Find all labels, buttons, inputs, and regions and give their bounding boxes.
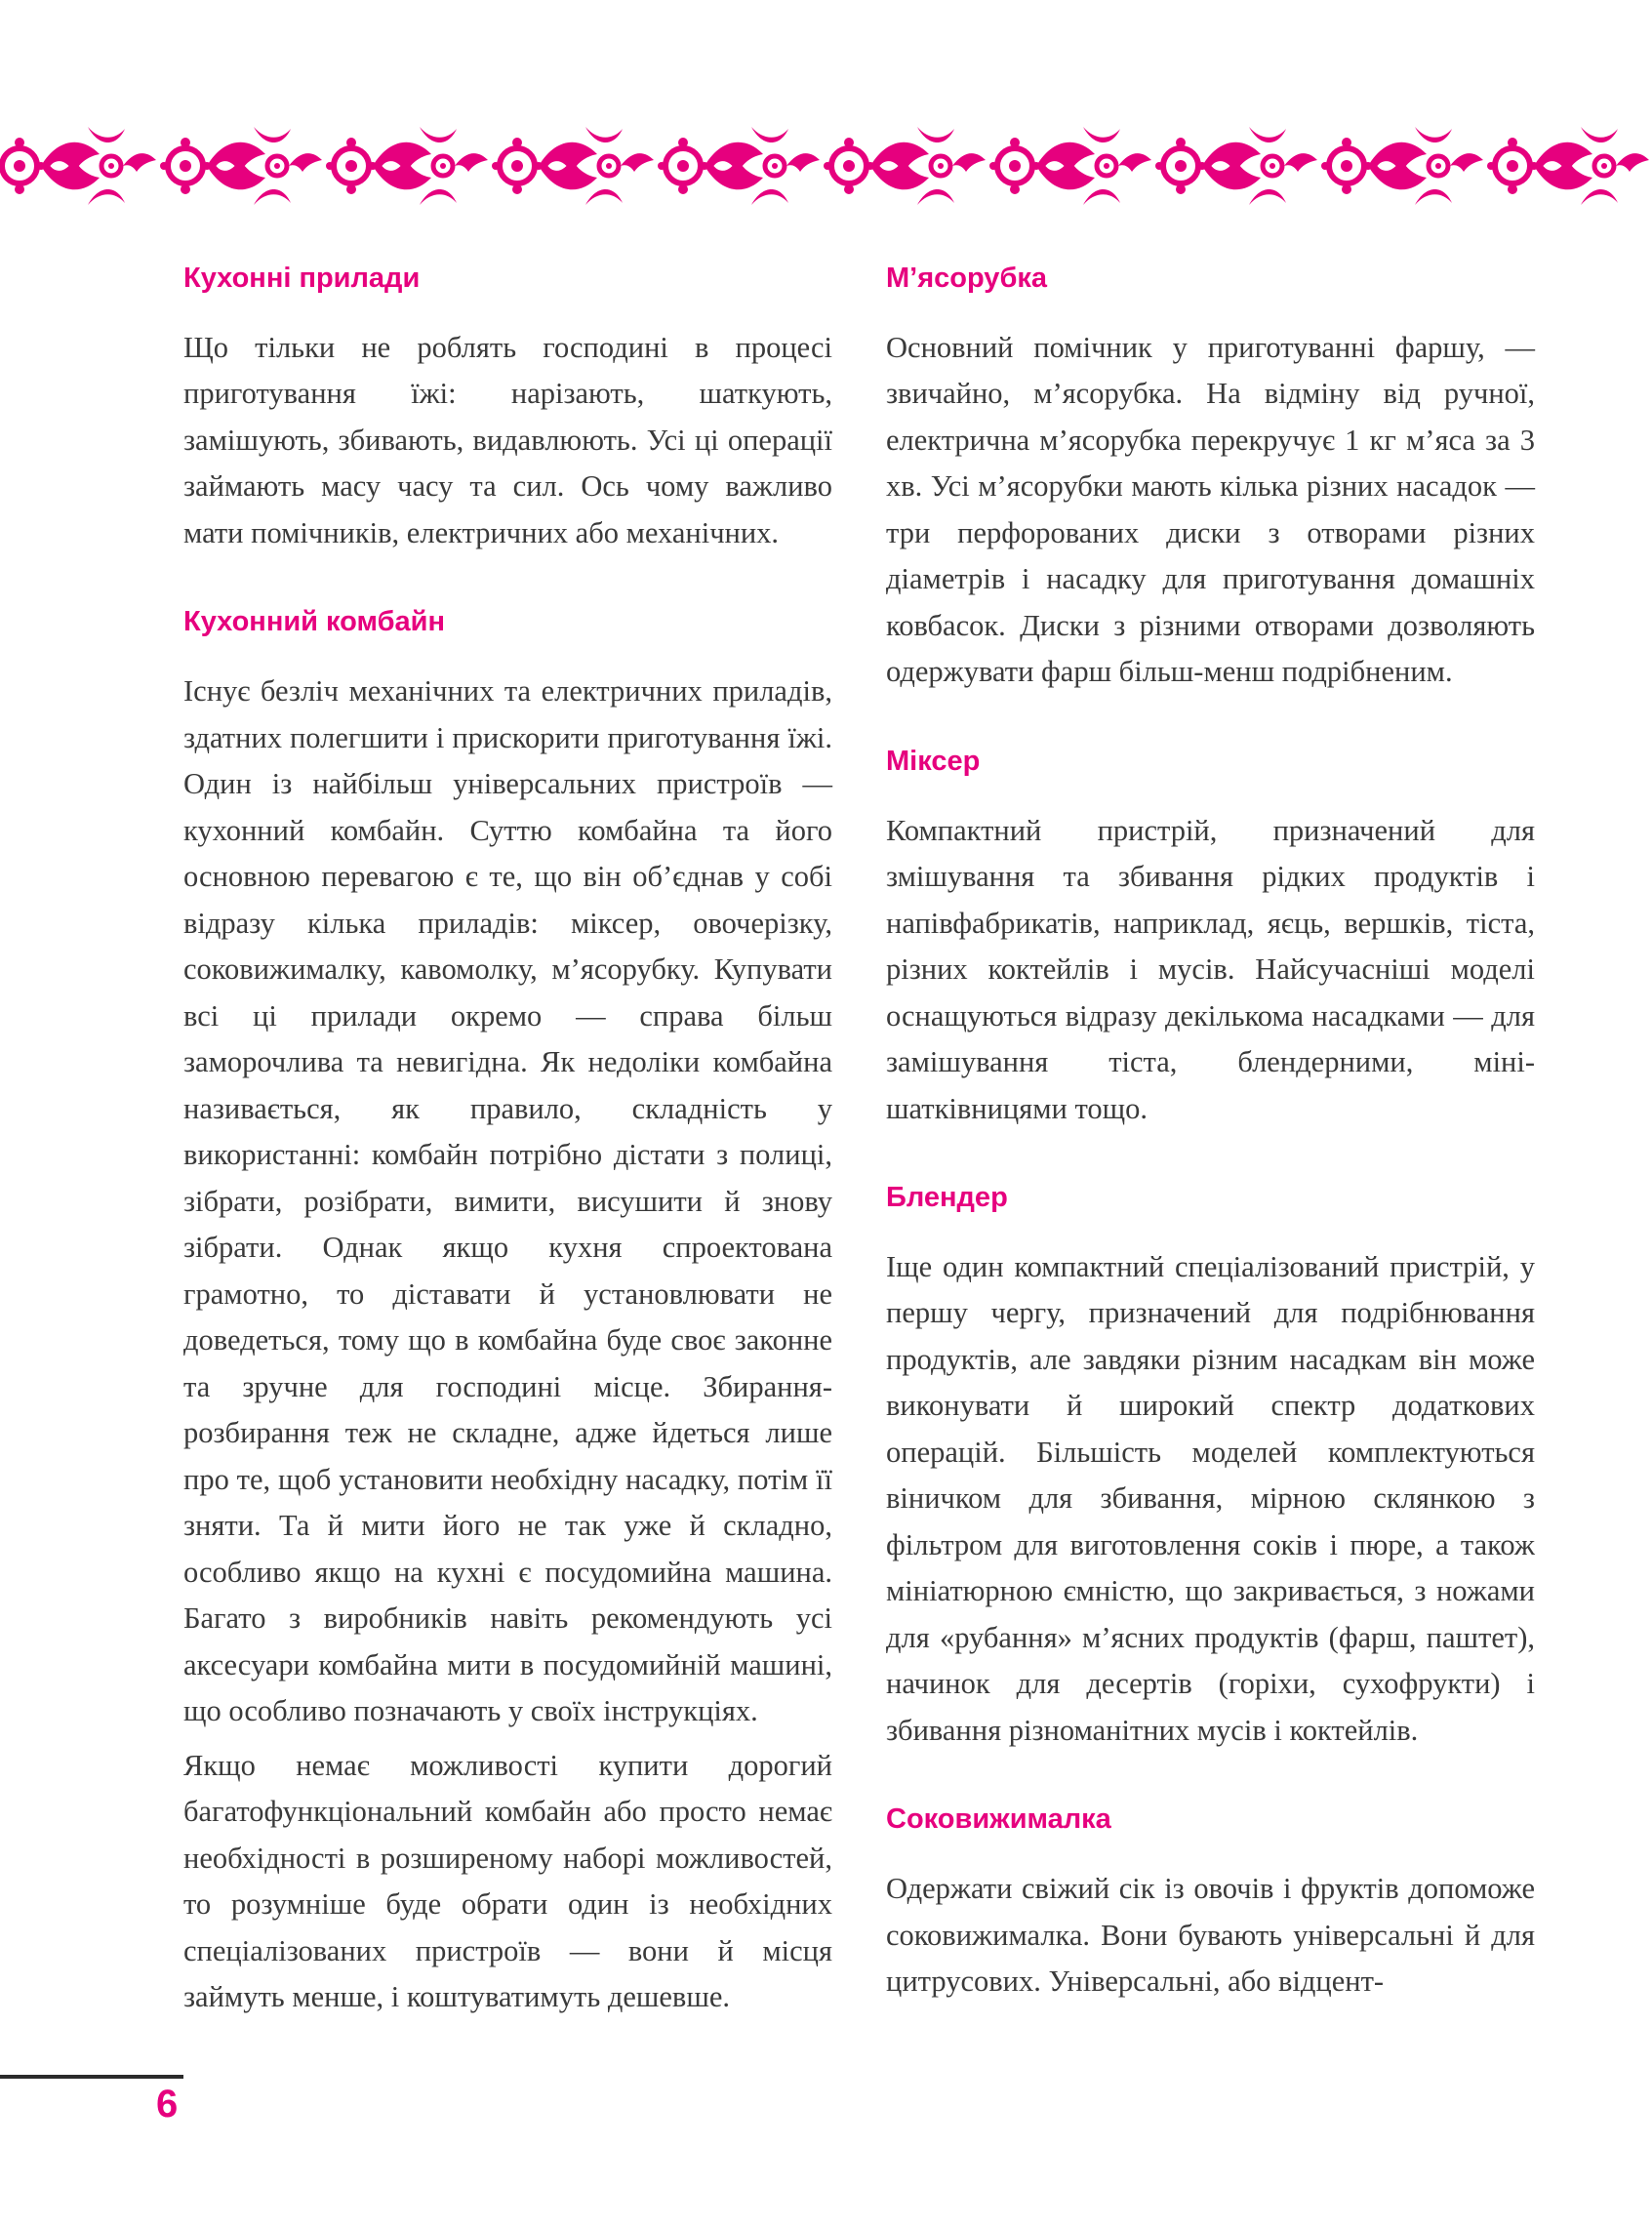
section-juicer — [886, 1803, 1535, 2005]
footer-rule — [0, 2075, 183, 2079]
section-heading: Кухонний комбайн — [183, 606, 445, 638]
page-number: 6 — [156, 2083, 179, 2126]
section-food-processor — [183, 605, 832, 2020]
section-kitchen-appliances — [183, 262, 832, 556]
section-heading: Блендер — [886, 1182, 1008, 1214]
section-mixer — [886, 745, 1535, 1132]
section-paragraph: Основний помічник у приготуванні фаршу, — звичайно, м’ясорубка. На відміну від ручної, електрична м’ясорубка перекручує 1 кг м’яса за 3 хв. Усі м’ясорубки мають кілька різних насадок — три перфорованих диски з отворами різних діаметрів і насадку для приготування домашніх ковбасок. Диски з різними отворами дозволяють одержувати фарш більш-менш подрібненим. — [886, 330, 1535, 689]
section-blender — [886, 1181, 1535, 1754]
section-heading: Кухонні прилади — [183, 263, 421, 294]
section-paragraph: Компактний пристрій, призначений для змішування та збивання рідких продуктів і напівфабрикатів, наприклад, яєць, вершків, тіста, різних коктейлів і мусів. Найсучасніші моделі оснащуються відразу декількома насадками — для замішування тіста, блендерними, міні-шатківницями тощо. — [886, 813, 1535, 1125]
left-column — [183, 252, 832, 2070]
section-paragraph: Якщо немає можливості купити дорогий багатофункціональний комбайн або просто немає необхідності в розширеному наборі можливостей, то розумніше буде обрати один із необхідних спеціалізованих пристроїв — вони й місця займуть менше, і коштуватимуть дешевше. — [183, 1748, 832, 2014]
section-paragraph: Іще один компактний спеціалізований пристрій, у першу чергу, призначений для подрібнювання продуктів, але завдяки різним насадкам він може виконувати й широкий спектр додаткових операцій. Більшість моделей комплектуються віничком для збивання, мірною склянкою з фільтром для виготовлення соків і пюре, а також мініатюрною ємністю, що закривається, з ножами для «рубання» м’ясних продуктів (фарш, паштет), начинок для десертів (горіхи, сухофрукти) і збивання різноманітних мусів і коктейлів. — [886, 1249, 1535, 1747]
section-heading: М’ясорубка — [886, 263, 1047, 294]
section-heading: Соковижималка — [886, 1803, 1111, 1836]
section-heading: Міксер — [886, 745, 981, 777]
floral-border-ornament — [0, 117, 1652, 215]
right-column — [886, 252, 1535, 2054]
section-paragraph: Одержати свіжий сік із овочів і фруктів допоможе соковижималка. Вони бувають універсальні й для цитрусових. Універсальні, або відцент- — [886, 1872, 1535, 1999]
section-paragraph: Існує безліч механічних та електричних приладів, здатних полегшити і прискорити приготування їжі. Один із найбільш універсальних пристроїв — кухонний комбайн. Суттю комбайна та його основною перевагою є те, що він об’єднав у собі відразу кілька приладів: міксер, овочерізку, соковижималку, кавомолку, м’ясорубку. Купувати всі ці прилади окремо — справа більш заморочлива та невигідна. Як недоліки комбайна називається, як правило, складність у використанні: комбайн потрібно дістати з полиці, зібрати, розібрати, вимити, висушити й знову зібрати. Однак якщо кухня спроектована грамотно, то діставати й установлювати не доведеться, тому що в комбайна буде своє законне та зручне для господині місце. Збирання-розбирання теж не складне, адже йдеться лише про те, щоб установити необхідну насадку, потім її зняти. Та й мити його не так уже й складно, особливо якщо на кухні є посудомийна машина. Багато з виробників навіть рекомендують усі аксесуари комбайна мити в посудомийній машині, що особливо позначають у своїх інструкціях. — [183, 674, 832, 1728]
section-meat-grinder — [886, 262, 1535, 696]
section-paragraph: Що тільки не роблять господині в процесі приготування їжі: нарізають, шаткують, замішують, збивають, видавлюють. Усі ці операції займають масу часу та сил. Ось чому важливо мати помічників, електричних або механічних. — [183, 330, 832, 549]
